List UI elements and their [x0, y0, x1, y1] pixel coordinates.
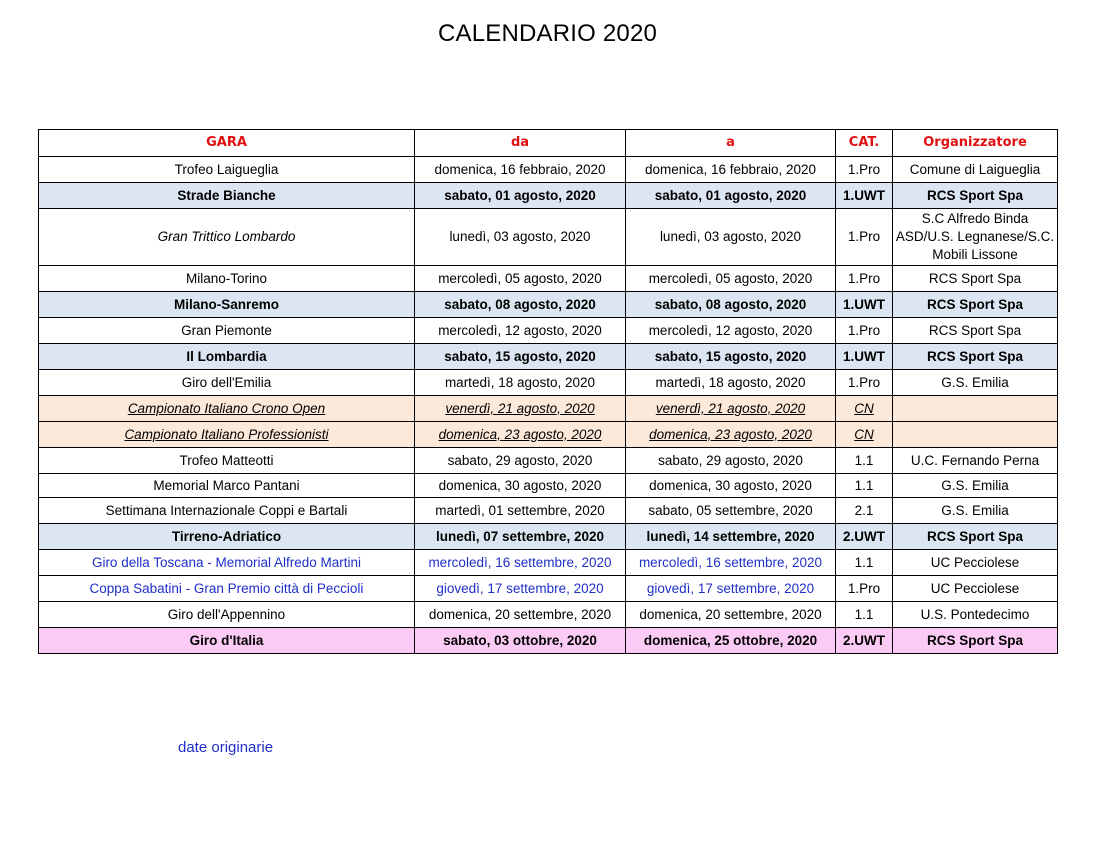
race-name-cell: Gran Piemonte [39, 318, 415, 344]
race-name-cell: Settimana Internazionale Coppi e Bartali [39, 498, 415, 524]
category-cell: 1.Pro [836, 318, 893, 344]
header-a: a [626, 130, 836, 157]
table-row [39, 576, 1058, 602]
organizer-cell [893, 422, 1058, 448]
table-row [39, 498, 1058, 524]
category-cell: 1.1 [836, 448, 893, 474]
table-row [39, 448, 1058, 474]
end-date-cell: venerdì, 21 agosto, 2020 [626, 396, 836, 422]
race-calendar-table [38, 129, 1058, 654]
end-date-cell: sabato, 05 settembre, 2020 [626, 498, 836, 524]
organizer-cell: RCS Sport Spa [893, 318, 1058, 344]
header-da: da [415, 130, 626, 157]
table-row [39, 422, 1058, 448]
category-cell: CN [836, 396, 893, 422]
organizer-cell: RCS Sport Spa [893, 292, 1058, 318]
start-date-cell: lunedì, 07 settembre, 2020 [415, 524, 626, 550]
end-date-cell: martedì, 18 agosto, 2020 [626, 370, 836, 396]
start-date-cell: mercoledì, 05 agosto, 2020 [415, 266, 626, 292]
organizer-cell: UC Pecciolese [893, 576, 1058, 602]
category-cell: 1.Pro [836, 157, 893, 183]
organizer-cell: Comune di Laigueglia [893, 157, 1058, 183]
organizer-cell: RCS Sport Spa [893, 344, 1058, 370]
category-cell: CN [836, 422, 893, 448]
end-date-cell: sabato, 29 agosto, 2020 [626, 448, 836, 474]
start-date-cell: martedì, 18 agosto, 2020 [415, 370, 626, 396]
organizer-cell: G.S. Emilia [893, 498, 1058, 524]
category-cell: 1.1 [836, 474, 893, 498]
start-date-cell: martedì, 01 settembre, 2020 [415, 498, 626, 524]
end-date-cell: domenica, 20 settembre, 2020 [626, 602, 836, 628]
end-date-cell: domenica, 25 ottobre, 2020 [626, 628, 836, 654]
end-date-cell: giovedì, 17 settembre, 2020 [626, 576, 836, 602]
end-date-cell: lunedì, 14 settembre, 2020 [626, 524, 836, 550]
table-row [39, 602, 1058, 628]
race-name-cell: Campionato Italiano Professionisti [39, 422, 415, 448]
race-name-cell: Strade Bianche [39, 183, 415, 209]
category-cell: 1.Pro [836, 576, 893, 602]
organizer-cell: G.S. Emilia [893, 474, 1058, 498]
category-cell: 2.UWT [836, 524, 893, 550]
category-cell: 2.1 [836, 498, 893, 524]
start-date-cell: venerdì, 21 agosto, 2020 [415, 396, 626, 422]
category-cell: 1.UWT [836, 292, 893, 318]
organizer-cell: U.C. Fernando Perna [893, 448, 1058, 474]
race-name-cell: Giro dell'Emilia [39, 370, 415, 396]
organizer-cell: RCS Sport Spa [893, 524, 1058, 550]
start-date-cell: sabato, 08 agosto, 2020 [415, 292, 626, 318]
race-name-cell: Memorial Marco Pantani [39, 474, 415, 498]
note-date-originarie: date originarie [178, 739, 274, 756]
organizer-cell: S.C Alfredo Binda ASD/U.S. Legnanese/S.C. Mobili Lissone [893, 209, 1058, 266]
start-date-cell: sabato, 15 agosto, 2020 [415, 344, 626, 370]
organizer-cell: U.S. Pontedecimo [893, 602, 1058, 628]
table-row [39, 474, 1058, 498]
table-row [39, 266, 1058, 292]
header-gara: GARA [39, 130, 415, 157]
header-organizzatore: Organizzatore [893, 130, 1058, 157]
start-date-cell: mercoledì, 16 settembre, 2020 [415, 550, 626, 576]
table-row [39, 344, 1058, 370]
category-cell: 1.Pro [836, 370, 893, 396]
category-cell: 2.UWT [836, 628, 893, 654]
race-name-cell: Gran Trittico Lombardo [39, 209, 415, 266]
page-title: CALENDARIO 2020 [437, 20, 658, 47]
category-cell: 1.1 [836, 550, 893, 576]
table-row [39, 396, 1058, 422]
race-name-cell: Campionato Italiano Crono Open [39, 396, 415, 422]
organizer-cell: RCS Sport Spa [893, 628, 1058, 654]
start-date-cell: domenica, 23 agosto, 2020 [415, 422, 626, 448]
end-date-cell: domenica, 23 agosto, 2020 [626, 422, 836, 448]
category-cell: 1.Pro [836, 209, 893, 266]
end-date-cell: domenica, 30 agosto, 2020 [626, 474, 836, 498]
end-date-cell: lunedì, 03 agosto, 2020 [626, 209, 836, 266]
start-date-cell: mercoledì, 12 agosto, 2020 [415, 318, 626, 344]
table-header-row [39, 130, 1058, 157]
table-row [39, 628, 1058, 654]
race-name-cell: Tirreno-Adriatico [39, 524, 415, 550]
start-date-cell: domenica, 20 settembre, 2020 [415, 602, 626, 628]
race-name-cell: Giro della Toscana - Memorial Alfredo Martini [39, 550, 415, 576]
end-date-cell: sabato, 15 agosto, 2020 [626, 344, 836, 370]
header-cat: CAT. [836, 130, 893, 157]
table-row [39, 292, 1058, 318]
race-name-cell: Trofeo Laigueglia [39, 157, 415, 183]
organizer-cell: G.S. Emilia [893, 370, 1058, 396]
organizer-cell: RCS Sport Spa [893, 266, 1058, 292]
table-body [39, 157, 1058, 654]
end-date-cell: sabato, 01 agosto, 2020 [626, 183, 836, 209]
table-row [39, 524, 1058, 550]
race-name-cell: Giro dell'Appennino [39, 602, 415, 628]
table-row [39, 209, 1058, 266]
category-cell: 1.Pro [836, 266, 893, 292]
end-date-cell: sabato, 08 agosto, 2020 [626, 292, 836, 318]
race-name-cell: Giro d'Italia [39, 628, 415, 654]
start-date-cell: giovedì, 17 settembre, 2020 [415, 576, 626, 602]
end-date-cell: mercoledì, 12 agosto, 2020 [626, 318, 836, 344]
start-date-cell: sabato, 29 agosto, 2020 [415, 448, 626, 474]
race-name-cell: Milano-Sanremo [39, 292, 415, 318]
start-date-cell: domenica, 16 febbraio, 2020 [415, 157, 626, 183]
race-name-cell: Il Lombardia [39, 344, 415, 370]
table-row [39, 157, 1058, 183]
race-name-cell: Coppa Sabatini - Gran Premio città di Peccioli [39, 576, 415, 602]
category-cell: 1.1 [836, 602, 893, 628]
category-cell: 1.UWT [836, 183, 893, 209]
start-date-cell: sabato, 01 agosto, 2020 [415, 183, 626, 209]
start-date-cell: lunedì, 03 agosto, 2020 [415, 209, 626, 266]
table-row [39, 183, 1058, 209]
race-name-cell: Trofeo Matteotti [39, 448, 415, 474]
start-date-cell: domenica, 30 agosto, 2020 [415, 474, 626, 498]
table-row [39, 318, 1058, 344]
table-row [39, 550, 1058, 576]
start-date-cell: sabato, 03 ottobre, 2020 [415, 628, 626, 654]
organizer-cell: RCS Sport Spa [893, 183, 1058, 209]
organizer-cell: UC Pecciolese [893, 550, 1058, 576]
organizer-cell [893, 396, 1058, 422]
end-date-cell: domenica, 16 febbraio, 2020 [626, 157, 836, 183]
end-date-cell: mercoledì, 16 settembre, 2020 [626, 550, 836, 576]
end-date-cell: mercoledì, 05 agosto, 2020 [626, 266, 836, 292]
category-cell: 1.UWT [836, 344, 893, 370]
race-name-cell: Milano-Torino [39, 266, 415, 292]
table-row [39, 370, 1058, 396]
